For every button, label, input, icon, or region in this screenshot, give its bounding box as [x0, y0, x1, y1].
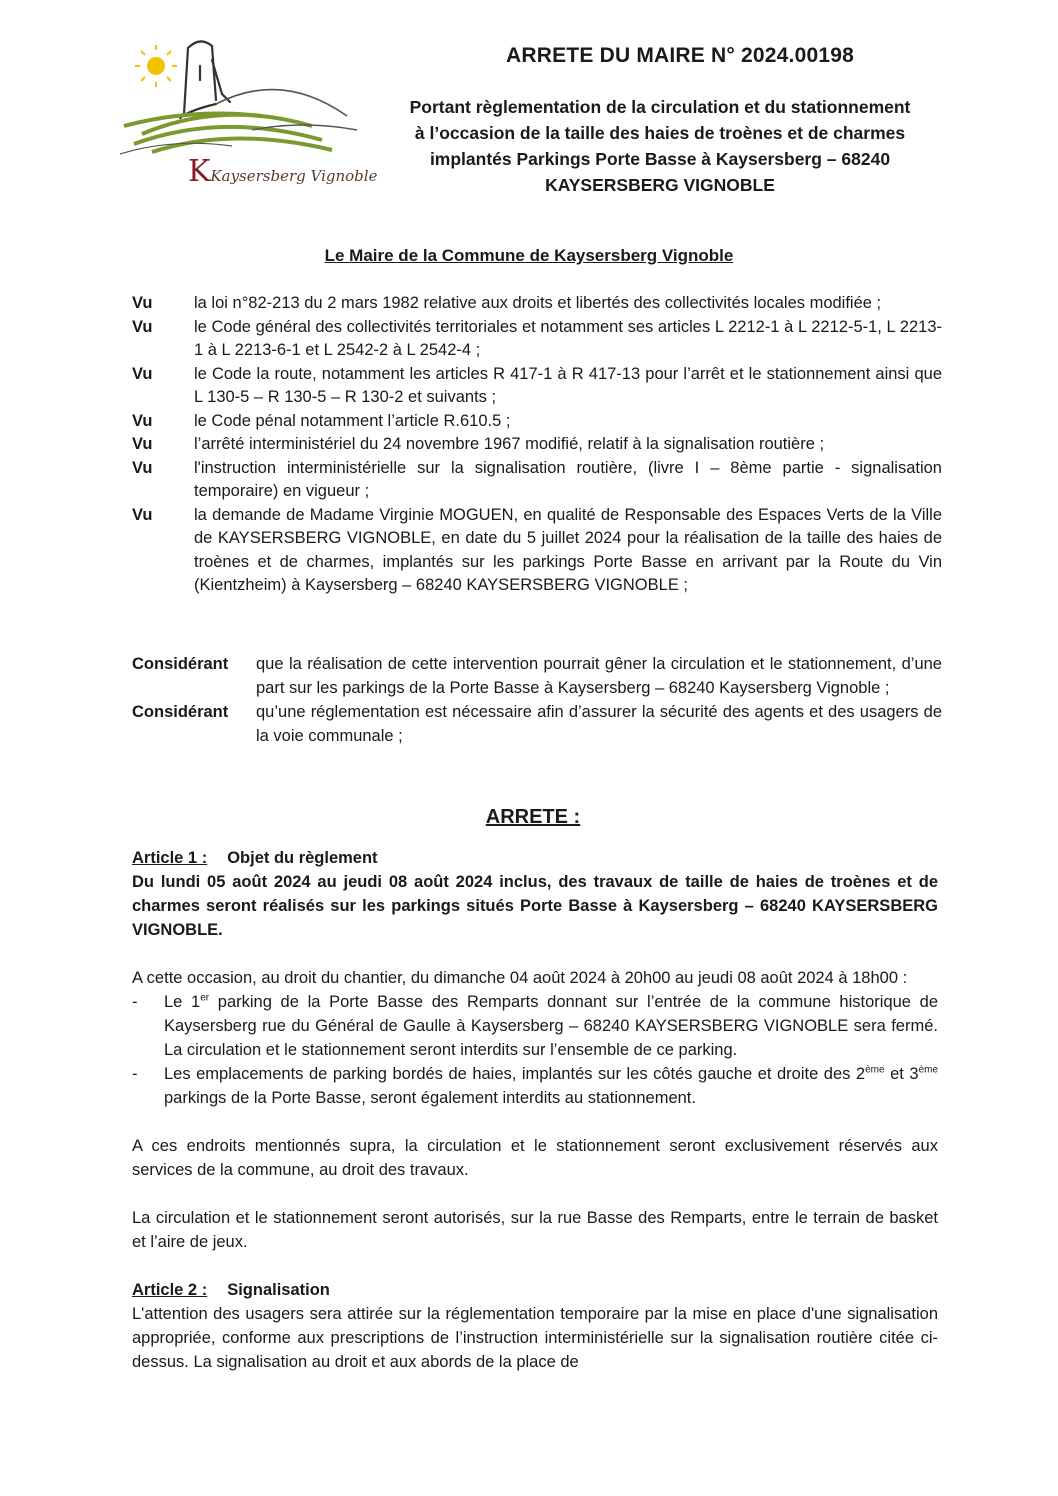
article-1-para-2: A ces endroits mentionnés supra, la circulation et le stationnement seront exclusivement réservés aux services de la commune, au droit des travaux. — [132, 1137, 938, 1179]
vu-item: Vu la loi n°82-213 du 2 mars 1982 relative aux droits et libertés des collectivités locales modifiée ; — [132, 294, 882, 312]
vu-list — [132, 292, 942, 598]
mayor-heading: Le Maire de la Commune de Kaysersberg Vignoble — [324, 246, 734, 265]
article-1-intro: A cette occasion, au droit du chantier, du dimanche 04 août 2024 à 20h00 au jeudi 08 août 2024 à 18h00 : — [132, 969, 908, 987]
vu-item: Vu le Code pénal notamment l’article R.610.5 ; — [132, 411, 511, 430]
article-2-text: L'attention des usagers sera attirée sur la réglementation temporaire par la mise en place d'une signalisation appropriée, conforme aux prescriptions de l’instruction interministérielle sur la signalisation routière citée ci-dessus. La signalisation au droit et aux abords de la place de — [132, 1305, 938, 1371]
vu-item: Vu l'instruction interministérielle sur la signalisation routière, (livre I – 8ème partie - signalisation temporaire) en vigueur ; — [132, 458, 942, 500]
vu-item: Vu l’arrêté interministériel du 24 novembre 1967 modifié, relatif à la signalisation routière ; — [132, 435, 825, 453]
vu-item: Vu le Code la route, notamment les articles R 417-1 à R 417-13 pour l’arrêt et le stationnement ainsi que L 130-5 – R 130-5 – R 130-2 et suivants ; — [132, 364, 942, 406]
considerant-list — [132, 652, 942, 748]
sun-icon — [135, 45, 177, 87]
tower-icon — [180, 41, 230, 118]
vu-item: Vu la demande de Madame Virginie MOGUEN, en qualité de Responsable des Espaces Verts de la Ville de KAYSERSBERG VIGNOBLE, en date du 5 juillet 2024 pour la réalisation de la taille des haies de troènes et de charmes, implantés sur les parkings Porte Basse en arrivant par la Route du Vin (Kientzheim) à Kaysersberg – 68240 KAYSERSBERG VIGNOBLE ; — [132, 505, 942, 594]
article-2-heading: Article 2 : Signalisation — [132, 1281, 330, 1299]
article-1-bullets — [132, 990, 938, 1110]
article-1-summary: Du lundi 05 août 2024 au jeudi 08 août 2024 inclus, des travaux de taille de haies de troènes et de charmes seront réalisés sur les parkings situés Porte Basse à Kaysersberg – 68240 KAYSERSBERG VIGNOBLE. — [132, 873, 938, 939]
considerant-item: Considérant qu’une réglementation est nécessaire afin d’assurer la sécurité des agents et des usagers de la voie communale ; — [132, 703, 942, 745]
page-subtitle: Portant règlementation de la circulation et du stationnement à l’occasion de la taille des haies de troènes et de charmes implantés Parkings Porte Basse à Kaysersberg – 68240 KAYSERSBERG VIGNOBLE — [409, 97, 911, 195]
vu-item: Vu le Code général des collectivités territoriales et notamment ses articles L 2212-1 à L 2212-5-1, L 2213-1 à L 2213-6-1 et L 2542-2 à L 2542-4 ; — [132, 317, 942, 359]
page-title: ARRETE DU MAIRE N° 2024.00198 — [506, 44, 854, 67]
arrete-heading: ARRETE : — [485, 806, 581, 828]
list-item: - Les emplacements de parking bordés de haies, implantés sur les côtés gauche et droite des 2ème et 3ème parkings de la Porte Basse, seront également interdits au stationnement. — [132, 1064, 939, 1107]
logo-wordmark: KKaysersberg Vignoble — [188, 154, 378, 189]
considerant-item: Considérant que la réalisation de cette intervention pourrait gêner la circulation et le stationnement, d’une part sur les parkings de la Porte Basse à Kaysersberg – 68240 Kaysersberg Vignoble ; — [132, 655, 942, 697]
article-1-para-3: La circulation et le stationnement seront autorisés, sur la rue Basse des Remparts, entre le terrain de basket et l’aire de jeux. — [132, 1209, 938, 1251]
articles — [132, 846, 938, 1374]
article-1-heading: Article 1 : Objet du règlement — [132, 849, 378, 867]
list-item: - Le 1er parking de la Porte Basse des Remparts donnant sur l’entrée de la commune historique de Kaysersberg rue du Général de Gaulle à Kaysersberg – 68240 KAYSERSBERG VIGNOBLE sera fermé. La circulation et le stationnement seront interdits sur l’ensemble de ce parking. — [132, 992, 938, 1059]
